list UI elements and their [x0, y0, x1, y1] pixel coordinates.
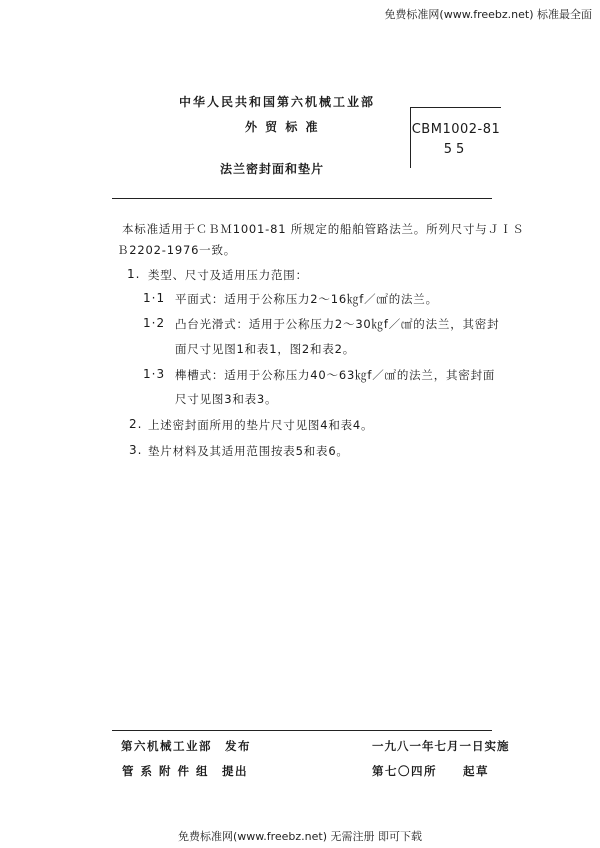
standard-year: 55 [443, 142, 469, 157]
drafter-line: 第七〇四所 起草 [372, 764, 489, 778]
item-text: 榫槽式：适用于公称压力40～63㎏f／㎠的法兰，其密封面 [175, 368, 496, 382]
ministry-heading: 中华人民共和国第六机械工业部 [179, 95, 376, 109]
issuer-line: 第六机械工业部 发布 [121, 739, 251, 753]
item-number: 3. [129, 443, 143, 457]
item-text: 类型、尺寸及适用压力范围： [148, 268, 308, 282]
intro-line-2: Ｂ2202-1976一致。 [117, 243, 237, 257]
item-text: 凸台光滑式：适用于公称压力2～30㎏f／㎠的法兰，其密封 [175, 317, 500, 331]
item-number: 2. [129, 417, 143, 431]
watermark-bottom: 免费标准网(www.freebz.net) 无需注册 即可下载 [177, 830, 423, 843]
item-text: 上述密封面所用的垫片尺寸见图4和表4。 [148, 418, 374, 432]
item-number: 1·2 [143, 316, 166, 330]
item-text: 平面式：适用于公称压力2～16㎏f／㎠的法兰。 [175, 292, 438, 306]
effective-date: 一九八一年七月一日实施 [372, 739, 510, 753]
item-continuation: 面尺寸见图1和表1，图2和表2。 [175, 342, 356, 356]
item-number: 1. [127, 267, 141, 281]
item-number: 1·1 [143, 291, 166, 305]
item-text: 垫片材料及其适用范围按表5和表6。 [148, 444, 349, 458]
item-number: 1·3 [143, 367, 166, 381]
standard-code: CBM1002-81 [411, 122, 501, 137]
intro-line-1: 本标准适用于ＣＢＭ1001-81 所规定的船舶管路法兰。所列尺寸与ＪＩＳ [122, 222, 525, 236]
document-title: 法兰密封面和垫片 [220, 162, 325, 176]
watermark-top: 免费标准网(www.freebz.net) 标准最全面 [384, 8, 592, 21]
top-rule [112, 198, 492, 199]
item-continuation: 尺寸见图3和表3。 [175, 392, 278, 406]
bottom-rule [112, 730, 492, 731]
category-heading: 外 贸 标 准 [245, 120, 320, 134]
standard-number-box [410, 107, 501, 168]
proposer-line: 管 系 附 件 组 提出 [122, 764, 249, 778]
